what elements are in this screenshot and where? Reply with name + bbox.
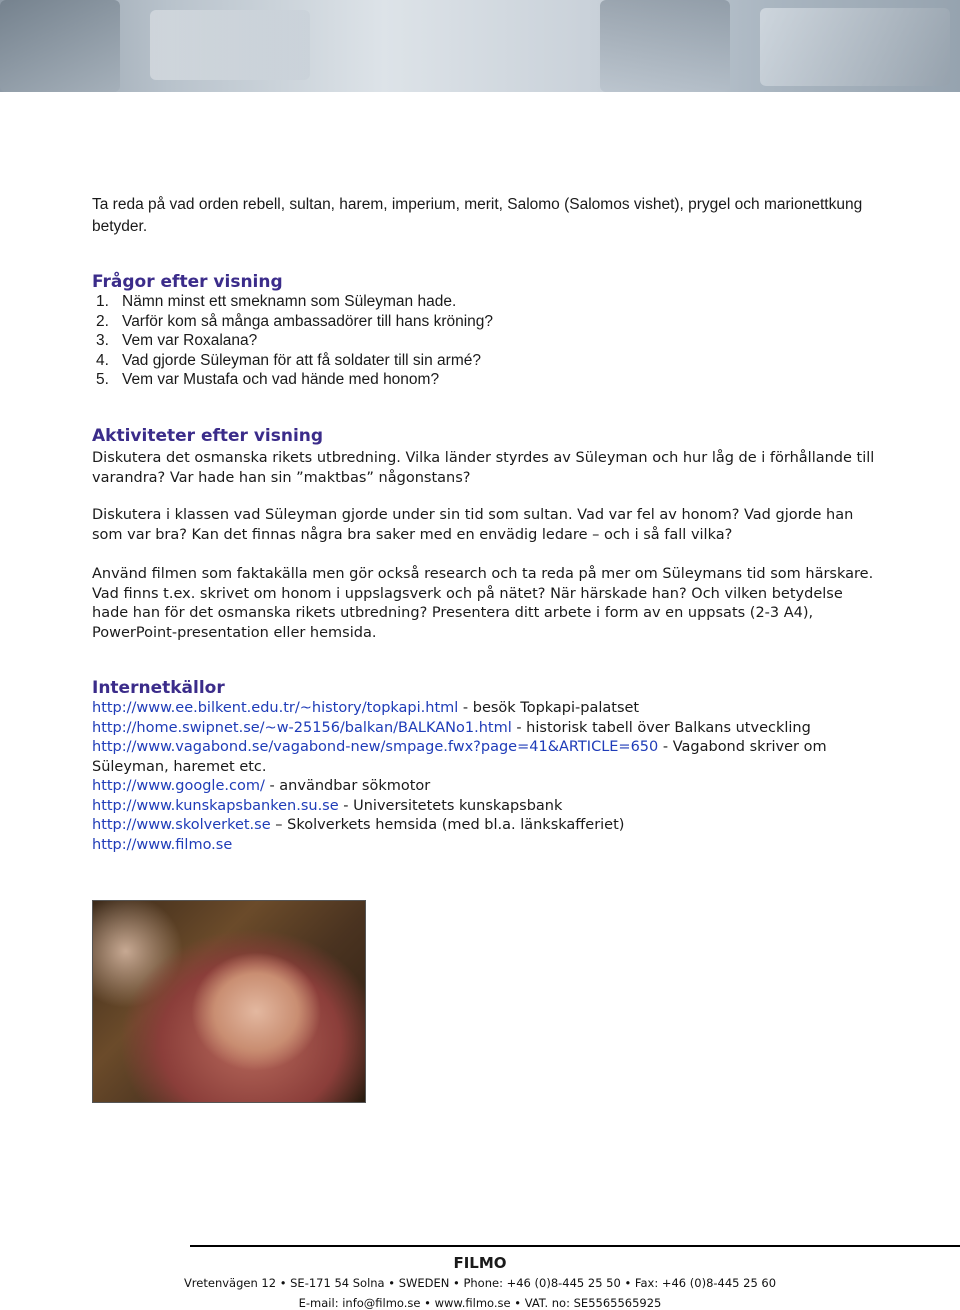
banner-photo-collage: [0, 0, 120, 92]
source-item: [92, 777, 882, 797]
question-item: [96, 312, 882, 332]
source-description: - Vagabond skriver om Süleyman, haremet etc.: [92, 739, 827, 775]
source-description: - besök Topkapi-palatset: [458, 700, 640, 716]
intro-paragraph: Ta reda på vad orden rebell, sultan, harem, imperium, merit, Salomo (Salomos vishet), prygel och marionettkung betyder.: [92, 196, 863, 235]
questions-heading: Frågor efter visning: [92, 272, 283, 292]
source-item: [92, 699, 882, 719]
source-item: [92, 738, 882, 777]
source-description: - historisk tabell över Balkans utveckling: [511, 719, 811, 736]
question-number: 5.: [96, 371, 109, 388]
question-text: Vem var Mustafa och vad hände med honom?: [122, 371, 440, 388]
source-description: – Skolverkets hemsida (med bl.a. länkskafferiet): [270, 817, 625, 833]
sources-list: [92, 699, 882, 855]
source-link[interactable]: http://www.filmo.se: [92, 836, 233, 853]
source-description: - Universitetets kunskapsbank: [338, 797, 563, 814]
header-banner: [0, 0, 960, 92]
source-description: - användbar sökmotor: [264, 778, 431, 794]
source-item: [92, 719, 882, 739]
question-number: 4.: [96, 351, 109, 369]
footer-contact: E-mail: info@filmo.se • www.filmo.se • VAT. no: SE5565565925: [298, 1296, 662, 1310]
footer-title: FILMO: [453, 1254, 507, 1272]
question-number: 3.: [96, 332, 109, 349]
question-text: Nämn minst ett smeknamn som Süleyman hade.: [122, 293, 457, 310]
questions-list: [92, 292, 882, 390]
source-link[interactable]: http://www.skolverket.se: [92, 817, 271, 833]
sources-heading: Internetkällor: [92, 678, 225, 698]
source-link[interactable]: http://www.kunskapsbanken.su.se: [92, 797, 339, 814]
footer-divider: [190, 1245, 960, 1247]
banner-photo-collage: [760, 8, 950, 86]
question-number: 2.: [96, 312, 109, 330]
question-item: [96, 370, 882, 390]
question-number: 1.: [96, 293, 109, 310]
activities-paragraph-2: Diskutera i klassen vad Süleyman gjorde under sin tid som sultan. Vad var fel av honom? Vad gjorde han som var bra? Kan det finnas några bra saker med en envädig ledare – och i så fall vilka?: [92, 507, 854, 543]
activities-paragraph-3: Använd filmen som faktakälla men gör också research och ta reda på mer om Süleymans tid som härskare. Vad finns t.ex. skrivet om honom i uppslagsverk och på nätet? När härskade han? Och vilken betydelse hade han för det osmanska rikets utbredning? Presentera ditt arbete i form av en uppsats (2-3 A4), PowerPoint-presentation eller hemsida.: [92, 566, 874, 641]
film-still-photo: [92, 900, 366, 1103]
question-item: [96, 331, 882, 351]
source-link[interactable]: http://home.swipnet.se/~w-25156/balkan/BALKANo1.html: [92, 719, 512, 736]
activities-paragraph-1: Diskutera det osmanska rikets utbredning. Vilka länder styrdes av Süleyman och hur låg de i förhållande till varandra? Var hade han sin ”maktbas” någonstans?: [92, 450, 875, 486]
footer-address: Vretenvägen 12 • SE-171 54 Solna • SWEDEN • Phone: +46 (0)8-445 25 50 • Fax: +46 (0)8-445 25 60: [183, 1276, 777, 1290]
question-text: Vad gjorde Süleyman för att få soldater till sin armé?: [122, 351, 481, 369]
question-text: Vem var Roxalana?: [122, 332, 258, 349]
source-link[interactable]: http://www.vagabond.se/vagabond-new/smpage.fwx?page=41&ARTICLE=650: [92, 739, 659, 755]
activities-heading: Aktiviteter efter visning: [92, 426, 324, 446]
banner-photo-collage: [150, 10, 310, 80]
source-item: [92, 797, 882, 817]
source-link[interactable]: http://www.ee.bilkent.edu.tr/~history/topkapi.html: [92, 700, 459, 716]
source-item: [92, 816, 882, 836]
question-text: Varför kom så många ambassadörer till hans kröning?: [122, 312, 494, 330]
source-item: [92, 836, 882, 856]
question-item: [96, 292, 882, 312]
source-link[interactable]: http://www.google.com/: [92, 778, 265, 794]
banner-photo-collage: [600, 0, 730, 92]
question-item: [96, 351, 882, 371]
